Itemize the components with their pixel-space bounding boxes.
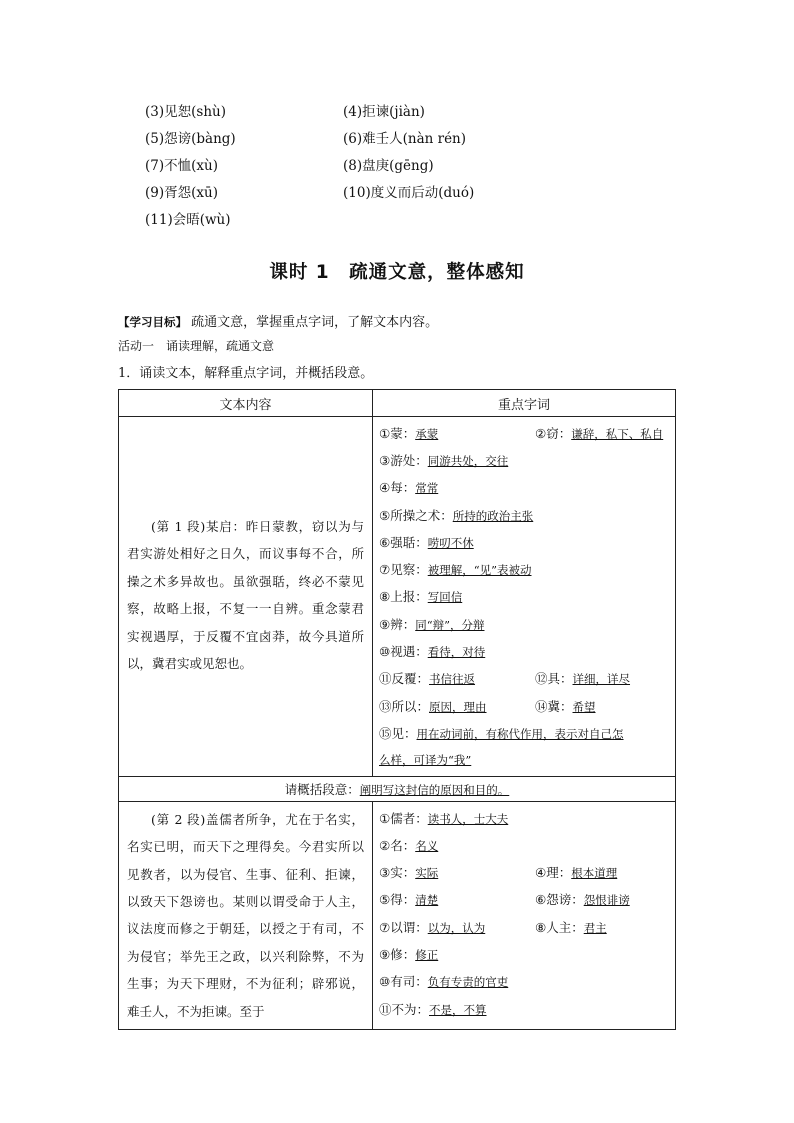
instruction-text: 1．诵读文本，解释重点字词，并概括段意。 [118,366,374,381]
learning-goal-tag: 【学习目标】 [118,315,187,329]
word-answer: 以为，认为 [427,920,486,935]
word-term: ④每： [379,480,416,496]
summary-cell [119,776,676,801]
word-row [379,446,671,473]
word-row [379,555,671,582]
word-answer: 同“辩”，分辩 [415,617,485,632]
word-answer: 么样，可译为“我” [379,753,472,768]
word-entry [379,697,535,715]
word-row [379,995,671,1022]
word-answer: 君主 [583,920,607,935]
word-term: ⑬所以： [379,698,430,714]
word-term: ⑦以谓： [379,919,428,935]
word-term: ⑧上报： [379,589,428,605]
word-row [379,940,671,967]
word-entry [379,533,474,551]
word-term: ②窃： [535,425,572,441]
word-row [379,474,671,501]
word-entry [535,863,617,881]
table-row-paragraph-2 [119,801,676,1029]
word-term: ⑤所操之术： [379,507,453,523]
pinyin-row [145,204,565,231]
word-entry [379,451,508,469]
word-row [379,528,671,555]
word-answer: 怨恨诽谤 [583,893,630,908]
pinyin-list [145,96,565,231]
pinyin-item: (3)见恕(shù) [145,103,226,120]
word-term: ⑨辨： [379,616,416,632]
paragraph-2-word-list [373,802,675,1024]
paragraph-1-text: (第 1 段)某启：昨日蒙教，窃以为与君实游处相好之日久，而议事每不合，所操之术多异故也。虽欲强聒，终必不蒙见察，故略上报，不复一一自辨。重念蒙君实视遇厚，于反覆不宜卤莽，故今具道所以，冀君实或见恕也。 [127,519,364,672]
pinyin-item: (8)盘庚(gēng) [343,157,434,174]
word-entry [379,615,484,633]
word-term: ⑧人主： [535,919,584,935]
pinyin-item: (5)怨谤(bàng) [145,130,236,147]
summary-label: 请概括段意： [284,781,360,797]
word-entry [379,424,535,442]
pinyin-row [145,150,565,177]
word-answer: 修正 [415,947,439,962]
word-answer: 希望 [572,699,596,714]
word-row [379,637,671,664]
word-entry [379,478,438,496]
word-answer: 实际 [415,866,439,881]
pinyin-item: (10)度义而后动(duó) [343,184,475,201]
word-answer: 不是，不算 [429,1002,487,1017]
word-term: ③游处： [379,452,428,468]
word-entry [535,918,607,936]
pinyin-row [145,123,565,150]
word-term: ⑥怨谤： [535,892,584,908]
word-term: ⑥强聒： [379,534,428,550]
paragraph-2-text: (第 2 段)盖儒者所争，尤在于名实，名实已明，而天下之理得矣。今君实所以见教者，以为侵官、生事、征利、拒谏，以致天下怨谤也。某则以谓受命于人主，议法度而修之于朝廷，以授之于有司，不为侵官；举先王之政，以兴利除弊，不为生事；为天下理财，不为征利；辟邪说，难壬人，不为拒谏。至于 [127,811,364,1019]
word-answer: 详细，详尽 [572,672,631,687]
word-term: ④理： [535,865,572,881]
word-row [379,610,671,637]
word-row [379,804,671,831]
word-entry [379,809,508,827]
word-entry [379,918,535,936]
word-row [379,913,671,940]
word-row [379,858,671,885]
lesson-title: 课时 1 疏通文意，整体感知 [269,262,525,283]
word-row [379,665,671,692]
word-entry [535,890,630,908]
word-answer: 读书人，士大夫 [427,811,509,826]
word-answer: 原因，理由 [429,699,487,714]
word-term: ⑤得： [379,892,416,908]
word-entry [379,506,533,524]
word-answer: 负有专责的官吏 [427,975,509,990]
pinyin-row [145,177,565,204]
word-term: ⑮见： [379,725,417,741]
word-term: ②名： [379,837,416,853]
word-answer: 根本道理 [571,866,618,881]
word-term: ⑪不为： [379,1001,430,1017]
word-entry [379,587,462,605]
learning-goal-text: 疏通文意，掌握重点字词，了解文本内容。 [191,315,439,330]
word-row [379,719,671,746]
word-term: ⑫具： [535,671,573,687]
vocab-table [118,389,676,1030]
word-answer: 常常 [415,481,439,496]
word-entry [535,424,663,442]
word-answer: 书信往返 [429,672,476,687]
word-entry [379,560,531,578]
word-answer: 承蒙 [415,426,439,441]
word-entry [379,642,485,660]
activity-heading: 活动一 诵读理解，疏通文意 [118,339,275,353]
word-row [379,501,671,528]
word-entry [379,1000,487,1018]
word-answer: 用在动词前，有称代作用，表示对自己怎 [416,726,624,741]
word-row [379,583,671,610]
word-entry [379,890,535,908]
word-entry [379,945,438,963]
word-answer: 写回信 [427,590,463,605]
word-answer: 所持的政治主张 [452,508,534,523]
word-row [379,419,671,446]
word-entry [379,972,508,990]
word-term: ⑦见察： [379,562,428,578]
table-row-paragraph-1 [119,417,676,777]
word-answer: 谦辞，私下、私自 [571,426,664,441]
word-row [379,831,671,858]
word-row [379,747,671,774]
word-entry [379,863,535,881]
word-entry [535,697,596,715]
table-row-summary [119,776,676,801]
word-answer: 清楚 [415,893,439,908]
word-row [379,886,671,913]
word-entry [379,724,624,742]
word-term: ⑨修： [379,946,416,962]
word-term: ⑩视遇： [379,644,428,660]
word-term: ⑩有司： [379,974,428,990]
pinyin-item: (6)难壬人(nàn rén) [343,130,467,147]
table-header-row [119,390,676,417]
word-term: ①蒙： [379,425,416,441]
word-answer: 看待，对待 [427,645,486,660]
pinyin-item: (11)会晤(wù) [145,211,231,228]
learning-goal [118,311,438,330]
pinyin-item: (4)拒谏(jiàn) [343,103,425,120]
word-entry [535,669,630,687]
paragraph-1-words-cell [373,417,676,777]
word-term: ③实： [379,865,416,881]
pinyin-item: (9)胥怨(xū) [145,184,218,201]
word-entry [379,836,438,854]
word-entry [379,752,471,768]
word-answer: 同游共处，交往 [427,453,509,468]
pinyin-row [145,96,565,123]
word-answer: 被理解，“见”表被动 [427,563,532,578]
header-text-content: 文本内容 [119,390,373,417]
summary-answer: 阐明写这封信的原因和目的。 [359,782,510,797]
word-answer: 唠叨不休 [427,535,474,550]
word-term: ①儒者： [379,810,428,826]
word-entry [379,669,535,687]
paragraph-1-word-list [373,417,675,776]
paragraph-1-cell [119,417,373,777]
word-row [379,968,671,995]
pinyin-item: (7)不恤(xù) [145,157,218,174]
word-answer: 名义 [415,838,439,853]
word-term: ⑭冀： [535,698,573,714]
word-row [379,692,671,719]
word-term: ⑪反覆： [379,671,430,687]
paragraph-2-words-cell [373,801,676,1029]
paragraph-2-cell [119,801,373,1029]
header-key-words: 重点字词 [373,390,676,417]
